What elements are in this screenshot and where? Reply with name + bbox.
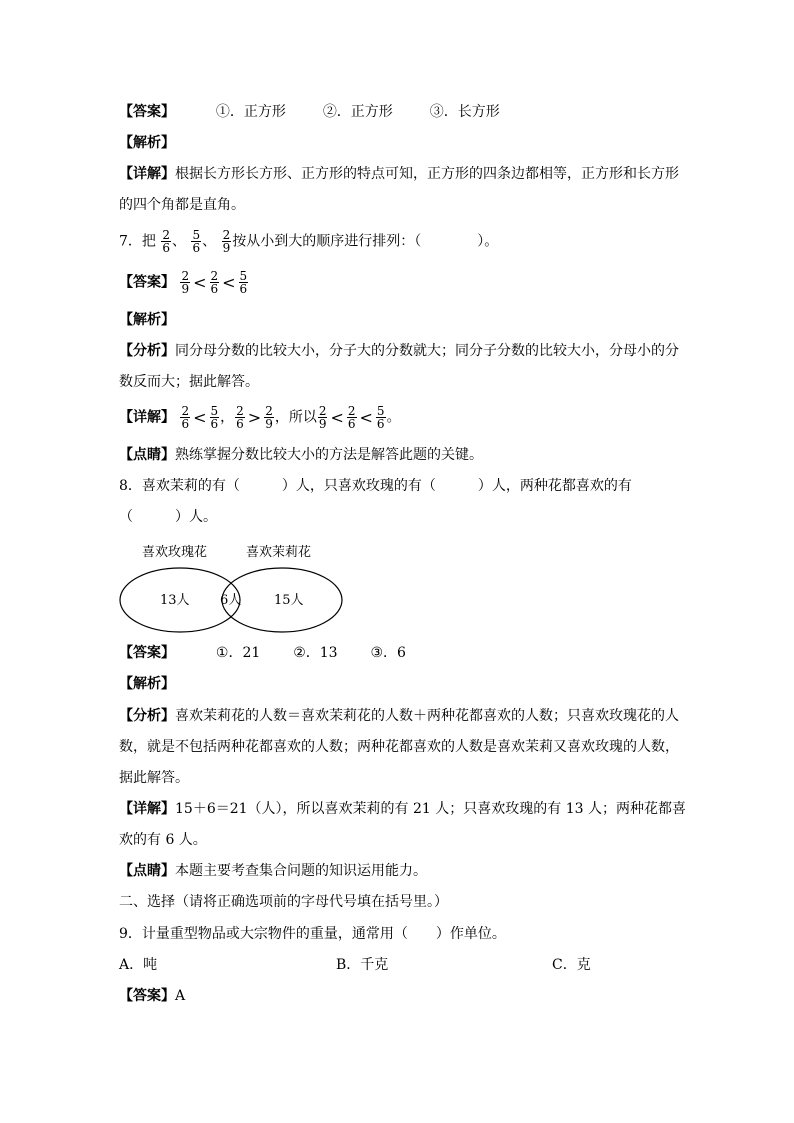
q7-fenxi-text-1: 同分母分数的比较大小，分子大的分数就大；同分子分数的比较大小，分母小的分	[175, 343, 679, 359]
fraction: $\frac{2}{6}$	[210, 269, 219, 296]
q7-answer-line	[119, 270, 249, 294]
q8-detail-text-2: 欢的有 6 人。	[119, 832, 207, 848]
q8-dianjing-line	[119, 861, 427, 885]
less-than: <	[193, 272, 207, 292]
q7-number: 7．把	[119, 233, 156, 250]
q9-option-a: A．吨	[119, 957, 158, 973]
fraction: $\frac{2}{9}$	[181, 269, 190, 296]
q9-answer-line	[119, 986, 185, 1010]
q8-detail-text-1: 15＋6＝21（人），所以喜欢茉莉的有 21 人；只喜欢玫瑰的有 13 人；两种花都喜	[175, 801, 686, 817]
q7-detail-line	[119, 405, 401, 429]
detail-tag: 【详解】	[119, 409, 175, 426]
q6-detail-text-1: 根据长方形长方形、正方形的特点可知，正方形的四条边都相等，正方形和长方形	[175, 166, 679, 182]
greater-than: >	[247, 407, 262, 427]
q9-answer: A	[175, 988, 186, 1004]
q8-fenxi-text-1: 喜欢茉莉花的人数＝喜欢茉莉花的人数＋两种花都喜欢的人数；只喜欢玫瑰花的人	[175, 708, 679, 724]
q8-question-line-1	[119, 476, 632, 500]
fraction: $\frac{5}{6}$	[192, 228, 201, 255]
section-2-title	[119, 892, 448, 916]
venn-right-only-count: 15人	[274, 593, 304, 608]
q8-fenxi-line-1	[119, 706, 679, 730]
q6-answer-line	[119, 102, 500, 126]
detail-tag: 【详解】	[119, 801, 175, 817]
detail-tag: 【详解】	[119, 166, 175, 182]
q7-question	[119, 229, 498, 253]
venn-left-only-count: 13人	[160, 593, 190, 608]
analysis-tag: 【解析】	[119, 676, 175, 692]
q8-question-line-2	[119, 507, 217, 531]
q8-detail-line-2	[119, 830, 207, 854]
less-than: <	[193, 407, 207, 427]
q9-options	[119, 955, 639, 979]
q6-detail-line-2	[119, 195, 245, 219]
dianjing-tag: 【点睛】	[119, 863, 175, 879]
fraction: $\frac{2}{6}$	[236, 404, 244, 431]
q8-answer-line	[119, 643, 406, 667]
q9-option-c: C．克	[552, 957, 591, 973]
analysis-tag: 【解析】	[119, 135, 175, 151]
q8-answer-2: ②．13	[293, 645, 338, 661]
q8-fenxi-text-3: 据此解答。	[119, 770, 189, 786]
less-than: <	[330, 407, 344, 427]
q8-question-text-2: （ ）人。	[119, 509, 217, 525]
q9-option-b: B．千克	[336, 957, 389, 973]
q8-fenxi-line-3	[119, 768, 189, 792]
venn-both-count: 6人	[220, 593, 242, 608]
fraction: $\frac{2}{6}$	[181, 404, 190, 431]
venn-right-label: 喜欢茉莉花	[246, 545, 312, 560]
fraction: $\frac{2}{9}$	[318, 404, 327, 431]
fraction: $\frac{2}{9}$	[222, 228, 231, 255]
q9-question-text: 9．计量重型物品或大宗物件的重量，通常用（ ）作单位。	[119, 926, 506, 942]
answer-tag: 【答案】	[119, 645, 175, 661]
q8-fenxi-text-2: 数，就是不包括两种花都喜欢的人数；两种花都喜欢的人数是喜欢茉莉又喜欢玫瑰的人数，	[119, 739, 679, 755]
q7-question-tail: 按从小到大的顺序进行排列：（ ）。	[232, 233, 499, 250]
q8-answer-3: ③．6	[370, 645, 406, 661]
less-than: <	[359, 407, 373, 427]
less-than: <	[222, 272, 236, 292]
q6-answer-2: ②．正方形	[322, 104, 393, 120]
q8-dianjing-text: 本题主要考查集合问题的知识运用能力。	[175, 863, 427, 879]
q6-detail-text-2: 的四个角都是直角。	[119, 197, 245, 213]
answer-tag: 【答案】	[119, 988, 175, 1004]
q7-dianjing-text: 熟练掌握分数比较大小的方法是解答此题的关键。	[175, 447, 483, 463]
detail-connector: ，所以	[274, 409, 317, 426]
fraction: $\frac{5}{6}$	[376, 404, 385, 431]
q8-question-text-1: 8．喜欢茉莉的有（ ）人，只喜欢玫瑰的有（ ）人，两种花都喜欢的有	[119, 478, 632, 494]
analysis-tag: 【解析】	[119, 312, 175, 328]
dianjing-tag: 【点睛】	[119, 447, 175, 463]
venn-left-label: 喜欢玫瑰花	[142, 545, 208, 560]
q7-dianjing-line	[119, 445, 483, 469]
q7-fenxi-line-1	[119, 341, 679, 365]
separator: 、	[172, 233, 187, 250]
q6-analysis-heading	[119, 133, 175, 157]
section-title-text: 二、选择（请将正确选项前的字母代号填在括号里。）	[119, 894, 448, 910]
q8-answer-1: ①．21	[215, 645, 261, 661]
comma: ，	[220, 409, 235, 426]
separator: 、	[202, 233, 217, 250]
fraction: $\frac{2}{6}$	[347, 404, 356, 431]
fraction: $\frac{5}{6}$	[239, 269, 248, 296]
period: 。	[386, 409, 401, 426]
q7-analysis-heading	[119, 310, 175, 334]
q8-fenxi-line-2	[119, 737, 679, 761]
q7-fenxi-text-2: 数反而大；据此解答。	[119, 374, 259, 390]
q9-question	[119, 924, 506, 948]
answer-tag: 【答案】	[119, 274, 175, 291]
fraction: $\frac{2}{9}$	[265, 404, 273, 431]
venn-diagram	[112, 534, 352, 639]
q6-answer-1: ①．正方形	[215, 104, 286, 120]
fraction: $\frac{2}{6}$	[162, 228, 171, 255]
q6-detail-line-1	[119, 164, 679, 188]
q8-analysis-heading	[119, 674, 175, 698]
fenxi-tag: 【分析】	[119, 343, 175, 359]
q6-answer-3: ③．长方形	[429, 104, 500, 120]
q7-fenxi-line-2	[119, 372, 259, 396]
q8-detail-line-1	[119, 799, 686, 823]
fraction: $\frac{5}{6}$	[210, 404, 219, 431]
fenxi-tag: 【分析】	[119, 708, 175, 724]
answer-tag: 【答案】	[119, 104, 175, 120]
